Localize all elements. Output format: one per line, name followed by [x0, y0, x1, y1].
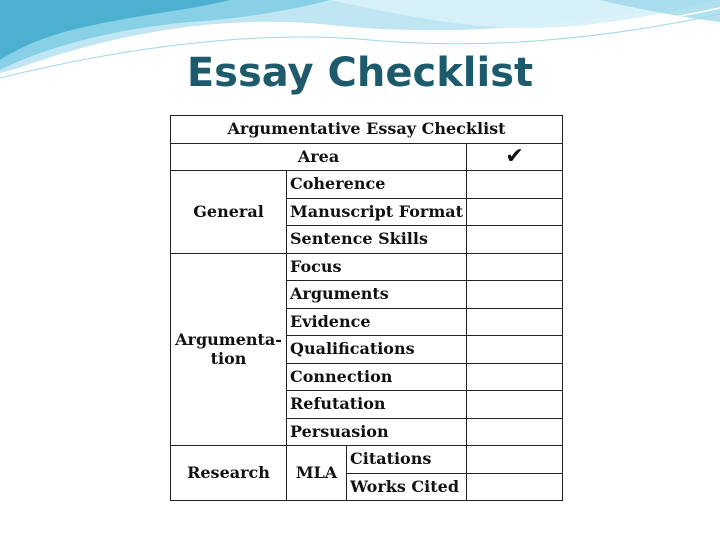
group-label-research: Research: [171, 446, 287, 501]
group-label-argumentation-line2: tion: [210, 349, 247, 369]
group-label-argumentation: [171, 253, 287, 446]
check-box-qualifications[interactable]: [467, 336, 563, 364]
argumentative-essay-checklist-table: [170, 115, 563, 501]
check-box-focus[interactable]: [467, 253, 563, 281]
item-works-cited: Works Cited: [347, 473, 467, 501]
check-box-arguments[interactable]: [467, 281, 563, 309]
checklist-title: Argumentative Essay Checklist: [171, 116, 563, 144]
check-box-connection[interactable]: [467, 363, 563, 391]
table-row: [171, 253, 563, 281]
item-focus: Focus: [287, 253, 467, 281]
area-header: Area: [171, 143, 467, 171]
check-box-coherence[interactable]: [467, 171, 563, 199]
table-row: [171, 446, 563, 474]
item-arguments: Arguments: [287, 281, 467, 309]
slide-title: Essay Checklist: [186, 50, 534, 96]
check-box-citations[interactable]: [467, 446, 563, 474]
item-connection: Connection: [287, 363, 467, 391]
item-citations: Citations: [347, 446, 467, 474]
check-box-persuasion[interactable]: [467, 418, 563, 446]
item-evidence: Evidence: [287, 308, 467, 336]
item-coherence: Coherence: [287, 171, 467, 199]
item-manuscript-format: Manuscript Format: [287, 198, 467, 226]
check-box-sentence-skills[interactable]: [467, 226, 563, 254]
checkmark-icon: ✔: [467, 143, 563, 171]
check-box-refutation[interactable]: [467, 391, 563, 419]
check-box-evidence[interactable]: [467, 308, 563, 336]
item-sentence-skills: Sentence Skills: [287, 226, 467, 254]
checklist-header-row: [171, 143, 563, 171]
check-box-works-cited[interactable]: [467, 473, 563, 501]
item-persuasion: Persuasion: [287, 418, 467, 446]
check-box-manuscript-format[interactable]: [467, 198, 563, 226]
group-label-argumentation-line1: Argumenta-: [175, 330, 282, 350]
table-row: [171, 171, 563, 199]
item-refutation: Refutation: [287, 391, 467, 419]
group-label-general: General: [171, 171, 287, 254]
item-qualifications: Qualifications: [287, 336, 467, 364]
research-sub-label-mla: MLA: [287, 446, 347, 501]
checklist-title-row: [171, 116, 563, 144]
